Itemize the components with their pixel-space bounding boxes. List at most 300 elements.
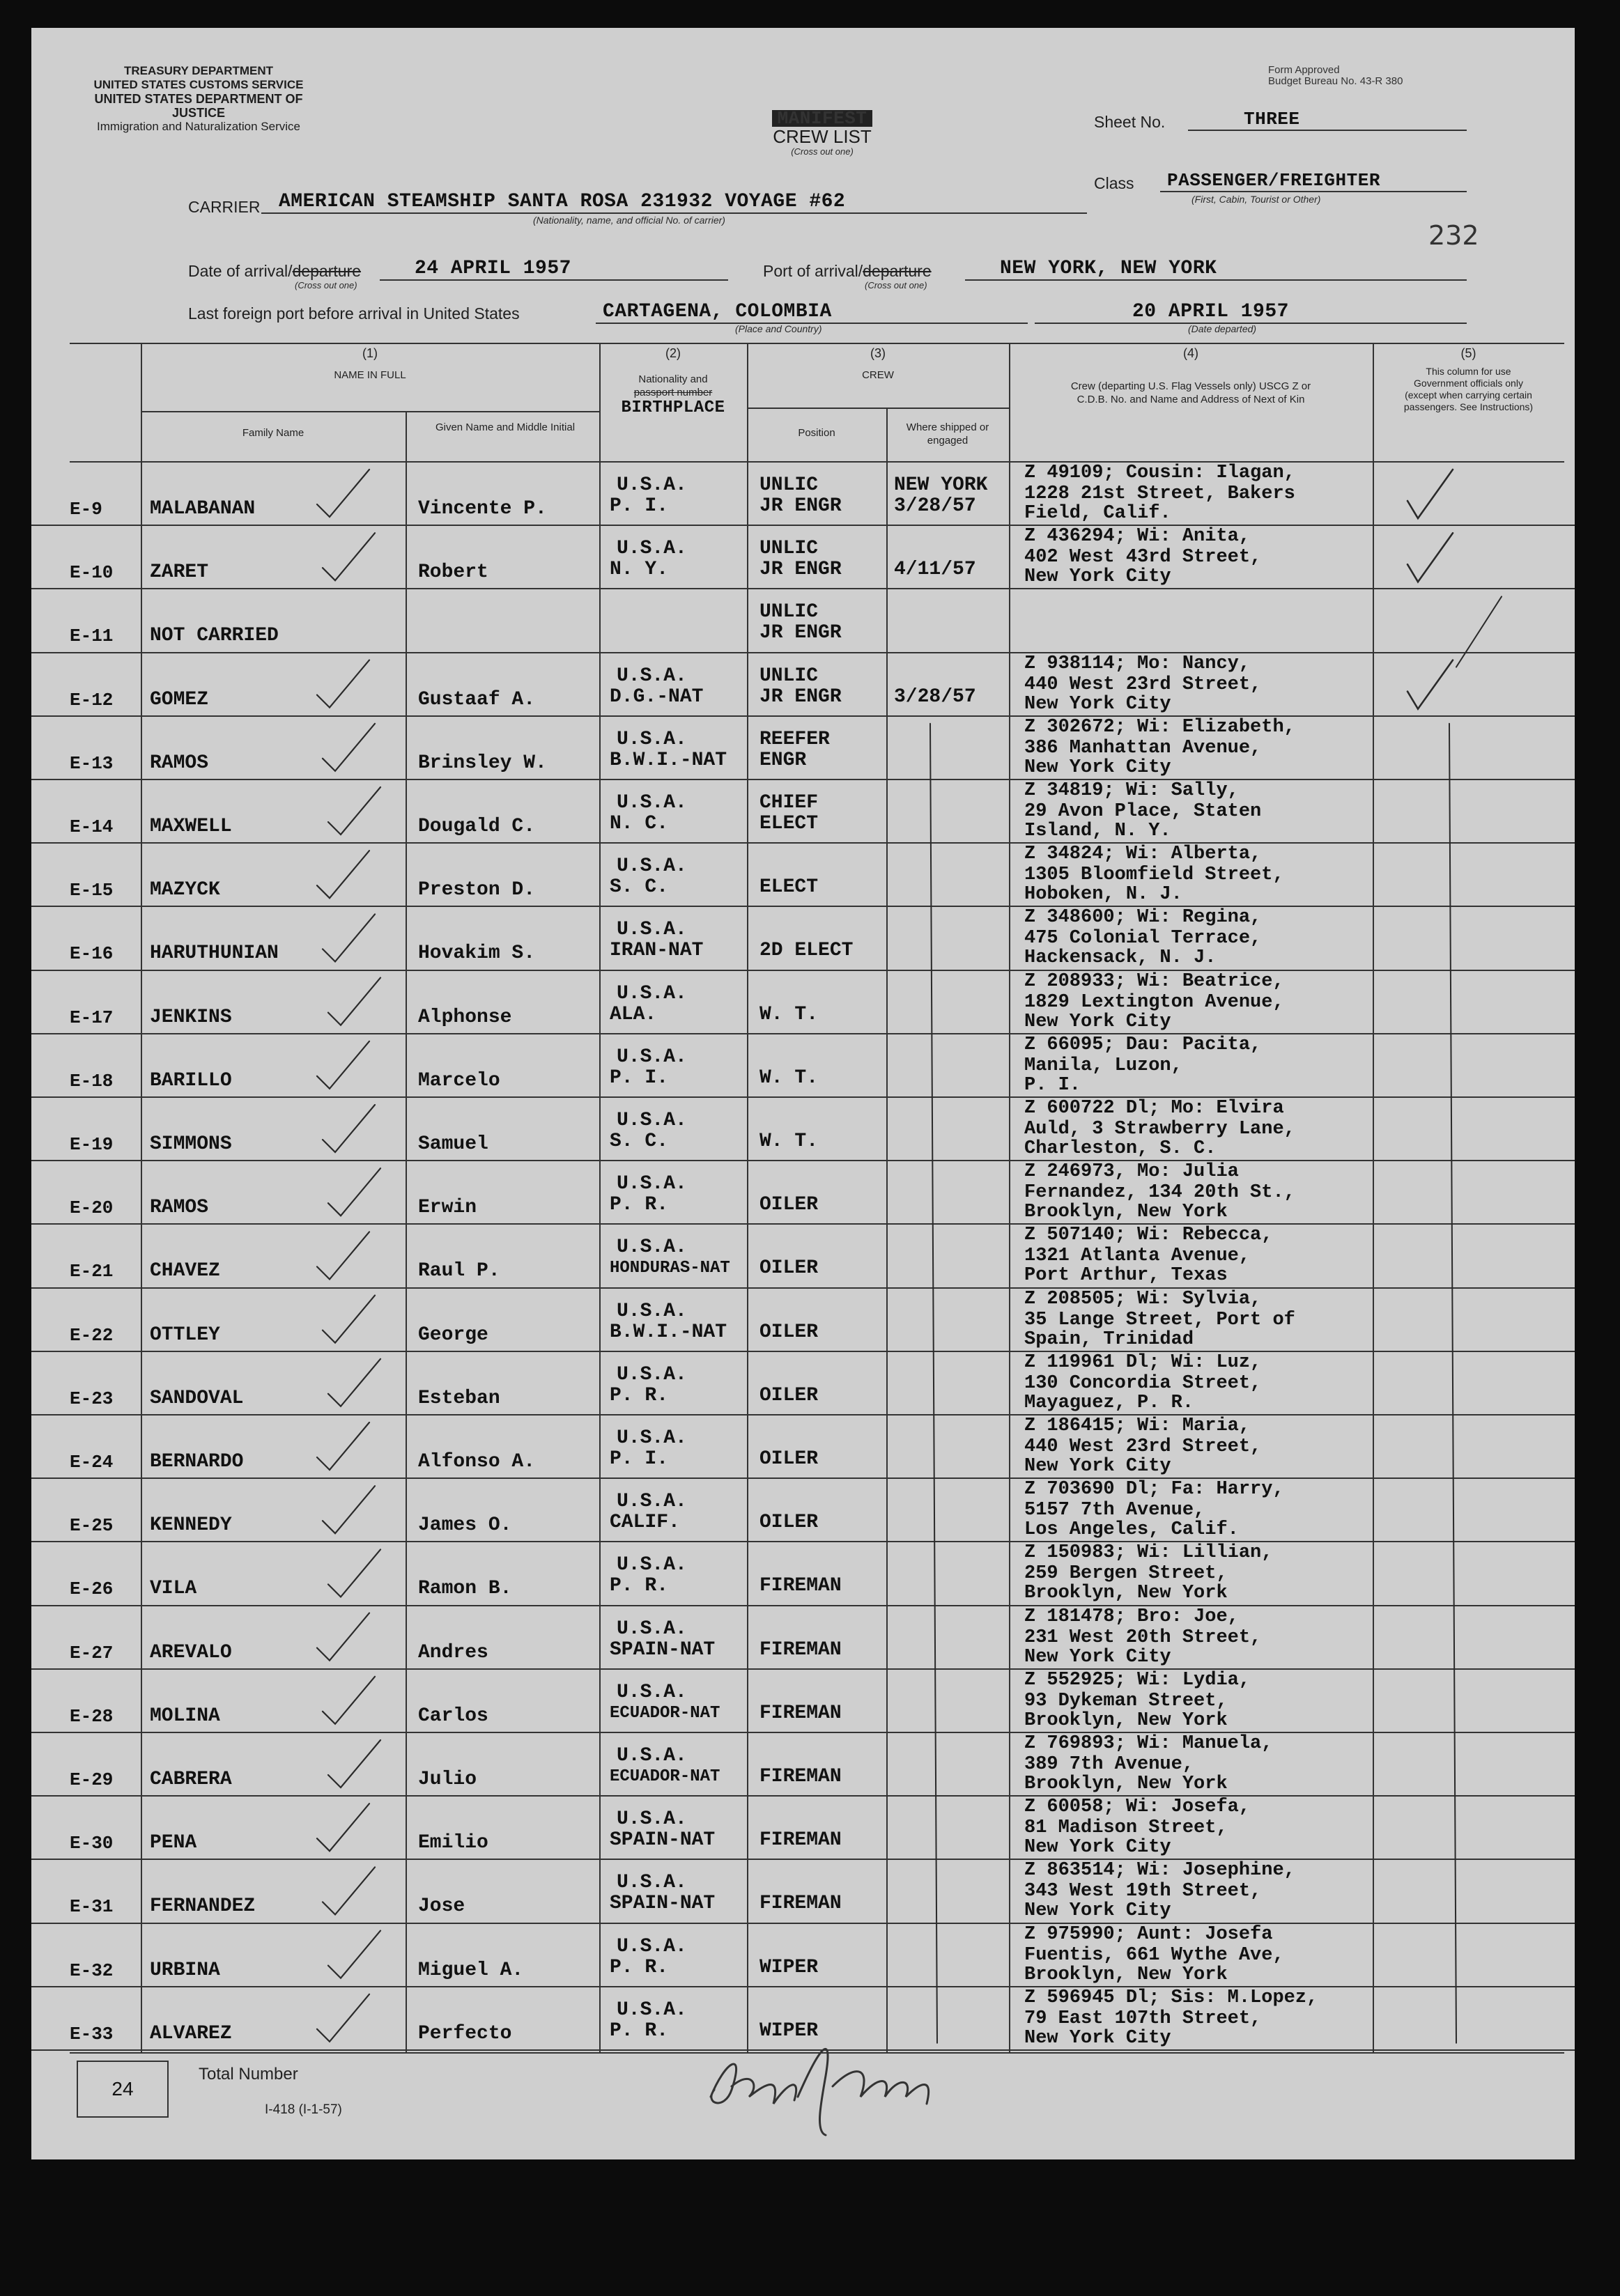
birthplace: N. C. (610, 813, 669, 835)
birthplace: P. I. (610, 495, 669, 517)
nationality: U.S.A. (617, 792, 687, 814)
nationality: U.S.A. (617, 855, 687, 878)
col4-title: Crew (departing U.S. Flag Vessels only) USCG Z or C.D.B. No. and Name and Address of Next of Kin (1070, 380, 1311, 405)
next-of-kin-line-2: Manila, Luzon, (1024, 1055, 1182, 1076)
birthplace: B.W.I.-NAT (610, 1321, 727, 1343)
position-line-2: ELECT (759, 876, 819, 899)
nationality: U.S.A. (617, 1173, 687, 1195)
col2-typed: BIRTHPLACE (621, 398, 725, 417)
birthplace: P. R. (610, 2019, 669, 2042)
carrier-value: AMERICAN STEAMSHIP SANTA ROSA 231932 VOYAGE #62 (261, 191, 1087, 214)
crew-subhead-rule (747, 408, 1010, 409)
next-of-kin-line-1: Z 186415; Wi: Maria, (1024, 1415, 1251, 1436)
family-name: ZARET (150, 561, 209, 584)
row-number: E-21 (70, 1261, 114, 1282)
family-heading: Family Name (242, 427, 304, 439)
next-of-kin-line-3: New York City (1024, 2027, 1171, 2049)
given-name: Preston D. (418, 879, 536, 901)
form-code: I-418 (I-1-57) (265, 2102, 342, 2117)
row-number: E-32 (70, 1960, 114, 1981)
carrier-label: CARRIER (188, 198, 261, 216)
col2-title: Nationality and (638, 373, 708, 385)
row-number: E-15 (70, 880, 114, 901)
date-note: (Cross out one) (295, 280, 357, 290)
title-note: (Cross out one) (791, 146, 854, 157)
next-of-kin-line-3: Brooklyn, New York (1024, 1709, 1228, 1731)
row-number: E-31 (70, 1896, 114, 1918)
given-heading: Given Name and Middle Initial (435, 421, 576, 433)
next-of-kin-line-2: 81 Madison Street, (1024, 1817, 1228, 1839)
next-of-kin-line-1: Z 302672; Wi: Elizabeth, (1024, 716, 1295, 738)
given-name: Ramon B. (418, 1578, 512, 1600)
given-name: Carlos (418, 1705, 488, 1727)
nationality: U.S.A. (617, 1554, 687, 1576)
birthplace: HONDURAS-NAT (610, 1259, 730, 1278)
given-name: Perfecto (418, 2022, 512, 2045)
position-line-2: JR ENGR (759, 559, 842, 581)
position-line-2: FIREMAN (759, 1766, 842, 1787)
next-of-kin-line-1: Z 60058; Wi: Josefa, (1024, 1797, 1251, 1818)
table-row (31, 1797, 1575, 1860)
birthplace: ALA. (610, 1003, 657, 1025)
birthplace: N. Y. (610, 559, 669, 581)
next-of-kin-line-2: 402 West 43rd Street, (1024, 547, 1262, 568)
table-row (31, 907, 1575, 970)
table-row (31, 1924, 1575, 1987)
table-row (31, 1542, 1575, 1606)
row-number: E-23 (70, 1388, 114, 1409)
row-number: E-24 (70, 1452, 114, 1473)
table-row (31, 717, 1575, 780)
family-name: KENNEDY (150, 1514, 232, 1537)
next-of-kin-line-1: Z 150983; Wi: Lillian, (1024, 1542, 1273, 1564)
given-name: George (418, 1324, 488, 1346)
next-of-kin-line-2: Fernandez, 134 20th St., (1024, 1182, 1295, 1204)
nationality: U.S.A. (617, 1363, 687, 1386)
nationality: U.S.A. (617, 1236, 687, 1259)
birthplace: ECUADOR-NAT (610, 1703, 720, 1723)
col2-struck: passport number (633, 387, 713, 398)
next-of-kin-line-3: New York City (1024, 693, 1171, 715)
position-line-2: FIREMAN (759, 1575, 842, 1597)
family-name: GOMEZ (150, 688, 209, 711)
next-of-kin-line-3: Charleston, S. C. (1024, 1138, 1217, 1159)
position-line-1: CHIEF (759, 792, 819, 814)
next-of-kin-line-2: 343 West 19th Street, (1024, 1881, 1262, 1902)
sheet-label: Sheet No. (1094, 113, 1166, 131)
nationality: U.S.A. (617, 665, 687, 687)
row-number: E-9 (70, 499, 102, 520)
position-line-2: OILER (759, 1512, 819, 1534)
position-line-2: ELECT (759, 813, 819, 835)
birthplace: SPAIN-NAT (610, 1893, 716, 1915)
family-name: VILA (150, 1578, 197, 1600)
next-of-kin-line-2: 130 Concordia Street, (1024, 1372, 1262, 1394)
table-row (31, 1670, 1575, 1733)
agency-line-2: UNITED STATES CUSTOMS SERVICE (93, 78, 304, 91)
family-name: MALABANAN (150, 498, 256, 520)
next-of-kin-line-3: Brooklyn, New York (1024, 1583, 1228, 1604)
nationality: U.S.A. (617, 1745, 687, 1767)
next-of-kin-line-2: 1228 21st Street, Bakers (1024, 483, 1295, 504)
next-of-kin-line-1: Z 208505; Wi: Sylvia, (1024, 1288, 1262, 1310)
birthplace: IRAN-NAT (610, 940, 704, 962)
col3-number: (3) (870, 346, 886, 360)
nationality: U.S.A. (617, 1808, 687, 1831)
family-name: MOLINA (150, 1705, 220, 1727)
table-row (31, 1479, 1575, 1542)
family-name: SANDOVAL (150, 1387, 244, 1409)
table-row (31, 1733, 1575, 1797)
given-name: Alfonso A. (418, 1451, 536, 1473)
next-of-kin-line-1: Z 552925; Wi: Lydia, (1024, 1669, 1251, 1691)
agency-line-1: TREASURY DEPARTMENT (123, 64, 274, 77)
birthplace: S. C. (610, 876, 669, 899)
departed-value: 20 APRIL 1957 (1035, 301, 1467, 324)
next-of-kin-line-2: 440 West 23rd Street, (1024, 674, 1262, 695)
position-line-2: W. T. (759, 1003, 819, 1025)
birthplace: S. C. (610, 1131, 669, 1152)
nationality: U.S.A. (617, 1681, 687, 1703)
next-of-kin-line-2: Auld, 3 Strawberry Lane, (1024, 1119, 1295, 1140)
family-name: PENA (150, 1832, 197, 1854)
position-line-2: 2D ELECT (759, 940, 854, 962)
next-of-kin-line-1: Z 119961 Dl; Wi: Luz, (1024, 1351, 1262, 1373)
position-line-2: WIPER (759, 2019, 819, 2042)
given-name: Raul P. (418, 1260, 500, 1282)
next-of-kin-line-3: Field, Calif. (1024, 503, 1171, 524)
family-name: URBINA (150, 1959, 220, 1981)
shipped-date: 4/11/57 (894, 559, 976, 581)
position-line-1: UNLIC (759, 474, 819, 496)
family-name: OTTLEY (150, 1324, 220, 1346)
row-number: E-28 (70, 1705, 114, 1727)
last-port-value: CARTAGENA, COLOMBIA (596, 301, 1028, 324)
birthplace: P. R. (610, 1575, 669, 1597)
next-of-kin-line-1: Z 49109; Cousin: Ilagan, (1024, 463, 1295, 483)
nationality: U.S.A. (617, 728, 687, 750)
row-number: E-11 (70, 626, 114, 647)
position-line-2: OILER (759, 1257, 819, 1280)
date-label-text: Date of arrival/ (188, 262, 293, 280)
table-row (31, 844, 1575, 907)
given-name: Julio (418, 1769, 477, 1790)
birthplace: P. I. (610, 1066, 669, 1089)
birthplace: B.W.I.-NAT (610, 749, 727, 771)
given-name: Hovakim S. (418, 943, 536, 965)
nationality: U.S.A. (617, 1300, 687, 1322)
given-name: Esteban (418, 1387, 500, 1409)
family-name: BERNARDO (150, 1451, 244, 1473)
col1-title: NAME IN FULL (334, 369, 406, 381)
next-of-kin-line-3: Spain, Trinidad (1024, 1328, 1194, 1350)
table-row (31, 1606, 1575, 1670)
position-line-2: W. T. (759, 1131, 819, 1152)
given-name: Alphonse (418, 1006, 512, 1028)
position-line-2: JR ENGR (759, 495, 842, 517)
where-heading: Where shipped or engaged (906, 421, 989, 447)
next-of-kin-line-2: 386 Manhattan Avenue, (1024, 737, 1262, 759)
next-of-kin-line-3: New York City (1024, 757, 1171, 778)
nationality: U.S.A. (617, 1872, 687, 1894)
next-of-kin-line-2: 29 Avon Place, Staten (1024, 801, 1262, 822)
table-row (31, 1034, 1575, 1098)
family-name: MAXWELL (150, 816, 232, 837)
row-number: E-18 (70, 1070, 114, 1092)
nationality: U.S.A. (617, 919, 687, 941)
agency-line-4: Immigration and Naturalization Service (97, 120, 300, 133)
birthplace: P. R. (610, 1194, 669, 1216)
col5-heading (1373, 347, 1564, 413)
col1-number: (1) (362, 346, 378, 360)
row-number: E-27 (70, 1642, 114, 1663)
next-of-kin-line-1: Z 769893; Wi: Manuela, (1024, 1733, 1273, 1754)
manifest-struck: MANIFEST (772, 110, 873, 127)
row-number: E-22 (70, 1324, 114, 1346)
position-line-2: FIREMAN (759, 1893, 842, 1915)
agency-block (73, 64, 324, 134)
next-of-kin-line-2: Fuentis, 661 Wythe Ave, (1024, 1944, 1284, 1966)
nationality: U.S.A. (617, 1618, 687, 1640)
given-name: Dougald C. (418, 816, 536, 837)
name-subhead-rule (141, 411, 601, 412)
given-name: Emilio (418, 1832, 488, 1854)
nationality: U.S.A. (617, 1999, 687, 2021)
birthplace: CALIF. (610, 1512, 680, 1534)
next-of-kin-line-2: 1829 Lextington Avenue, (1024, 991, 1284, 1013)
row-number: E-13 (70, 752, 114, 774)
row-number: E-19 (70, 1134, 114, 1155)
family-name: MAZYCK (150, 879, 220, 901)
col3-heading (747, 347, 1009, 382)
position-line-2: OILER (759, 1321, 819, 1343)
total-number-box: 24 (77, 2061, 169, 2118)
date-label-struck: departure (292, 262, 362, 280)
table-row (31, 1352, 1575, 1415)
next-of-kin-line-2: 475 Colonial Terrace, (1024, 928, 1262, 949)
last-port-label: Last foreign port before arrival in United States (188, 304, 520, 323)
nationality: U.S.A. (617, 474, 687, 496)
next-of-kin-line-3: New York City (1024, 566, 1171, 588)
row-number: E-12 (70, 689, 114, 711)
next-of-kin-line-2: 35 Lange Street, Port of (1024, 1309, 1295, 1331)
table-row (31, 1161, 1575, 1225)
table-row (31, 780, 1575, 844)
given-name: Robert (418, 561, 488, 584)
total-number-label: Total Number (199, 2065, 298, 2084)
row-number: E-17 (70, 1007, 114, 1028)
next-of-kin-line-3: P. I. (1024, 1074, 1081, 1096)
family-name: SIMMONS (150, 1133, 232, 1155)
given-name: Erwin (418, 1197, 477, 1219)
position-line-2: FIREMAN (759, 1829, 842, 1852)
family-name: HARUTHUNIAN (150, 943, 279, 965)
position-line-2: W. T. (759, 1066, 819, 1089)
next-of-kin-line-1: Z 938114; Mo: Nancy, (1024, 653, 1251, 674)
given-name: Gustaaf A. (418, 688, 536, 711)
shipped-date: 3/28/57 (894, 685, 976, 708)
col2-number: (2) (665, 346, 681, 360)
next-of-kin-line-1: Z 181478; Bro: Joe, (1024, 1606, 1239, 1627)
next-of-kin-line-3: Brooklyn, New York (1024, 1202, 1228, 1223)
next-of-kin-line-2: 93 Dykeman Street, (1024, 1690, 1228, 1712)
form-approved-line-2: Budget Bureau No. 43-R 380 (1268, 75, 1403, 87)
family-name: RAMOS (150, 752, 209, 774)
family-name: RAMOS (150, 1197, 209, 1219)
position-line-2: FIREMAN (759, 1638, 842, 1661)
next-of-kin-line-2: 440 West 23rd Street, (1024, 1436, 1262, 1457)
position-line-2: WIPER (759, 1956, 819, 1978)
sheet-value: THREE (1188, 109, 1467, 131)
family-name: ALVAREZ (150, 2022, 232, 2045)
position-line-1: UNLIC (759, 665, 819, 687)
next-of-kin-line-1: Z 596945 Dl; Sis: M.Lopez, (1024, 1987, 1318, 2008)
form-approved-line-1: Form Approved (1268, 64, 1340, 76)
next-of-kin-line-3: Mayaguez, P. R. (1024, 1392, 1194, 1413)
nationality: U.S.A. (617, 1491, 687, 1513)
row-number: E-14 (70, 816, 114, 837)
port-value: NEW YORK, NEW YORK (965, 258, 1467, 281)
next-of-kin-line-2: 389 7th Avenue, (1024, 1754, 1194, 1775)
position-line-1: REEFER (759, 728, 830, 750)
date-value: 24 APRIL 1957 (380, 258, 728, 281)
port-label (763, 262, 932, 281)
position-line-2: JR ENGR (759, 685, 842, 708)
family-name: CHAVEZ (150, 1260, 220, 1282)
position-line-2: FIREMAN (759, 1702, 842, 1724)
birthplace: D.G.-NAT (610, 685, 704, 708)
next-of-kin-line-1: Z 507140; Wi: Rebecca, (1024, 1225, 1273, 1246)
col4-number: (4) (1183, 346, 1198, 360)
table-row (31, 1098, 1575, 1161)
given-name: Brinsley W. (418, 752, 547, 774)
port-note: (Cross out one) (865, 280, 927, 290)
next-of-kin-line-3: Hoboken, N. J. (1024, 884, 1182, 906)
table-row (31, 1415, 1575, 1479)
next-of-kin-line-1: Z 436294; Wi: Anita, (1024, 526, 1251, 548)
form-approved (1268, 65, 1403, 87)
table-row (31, 1225, 1575, 1288)
next-of-kin-line-3: Port Arthur, Texas (1024, 1265, 1228, 1287)
given-name: Samuel (418, 1133, 488, 1155)
page-number: 232 (1428, 220, 1479, 251)
position-line-1: UNLIC (759, 601, 819, 623)
table-row (31, 526, 1575, 589)
carrier-note: (Nationality, name, and official No. of carrier) (533, 215, 725, 226)
next-of-kin-line-1: Z 348600; Wi: Regina, (1024, 907, 1262, 929)
birthplace: SPAIN-NAT (610, 1829, 716, 1852)
next-of-kin-line-2: 5157 7th Avenue, (1024, 1500, 1205, 1521)
col5-number: (5) (1460, 346, 1476, 360)
title-block (700, 110, 944, 157)
nationality: U.S.A. (617, 1046, 687, 1068)
family-name: BARILLO (150, 1069, 232, 1092)
next-of-kin-line-1: Z 246973, Mo: Julia (1024, 1161, 1239, 1183)
nationality: U.S.A. (617, 1427, 687, 1449)
next-of-kin-line-3: Brooklyn, New York (1024, 1774, 1228, 1794)
port-label-struck: departure (863, 262, 932, 280)
birthplace: P. R. (610, 1384, 669, 1406)
table-top-rule (70, 343, 1564, 344)
table-row (31, 1860, 1575, 1923)
family-name: AREVALO (150, 1641, 232, 1663)
signature (683, 2020, 962, 2139)
table-row (31, 463, 1575, 526)
next-of-kin-line-1: Z 34824; Wi: Alberta, (1024, 844, 1262, 865)
class-label: Class (1094, 174, 1134, 192)
date-label (188, 262, 361, 281)
position-line-2: JR ENGR (759, 622, 842, 644)
next-of-kin-line-1: Z 975990; Aunt: Josefa (1024, 1923, 1273, 1945)
position-line-1: UNLIC (759, 538, 819, 560)
row-number: E-25 (70, 1515, 114, 1537)
given-name: Miguel A. (418, 1959, 524, 1981)
given-name: Andres (418, 1641, 488, 1663)
row-number: E-26 (70, 1578, 114, 1600)
class-value: PASSENGER/FREIGHTER (1160, 170, 1467, 192)
given-name: James O. (418, 1514, 512, 1537)
table-row (31, 589, 1575, 653)
row-number: E-20 (70, 1197, 114, 1219)
class-note: (First, Cabin, Tourist or Other) (1191, 194, 1321, 205)
family-name: FERNANDEZ (150, 1895, 256, 1918)
last-port-note: (Place and Country) (735, 323, 822, 334)
table-row (31, 1289, 1575, 1352)
birthplace: ECUADOR-NAT (610, 1767, 720, 1786)
next-of-kin-line-2: 79 East 107th Street, (1024, 2008, 1262, 2029)
nationality: U.S.A. (617, 1110, 687, 1131)
next-of-kin-line-1: Z 600722 Dl; Mo: Elvira (1024, 1098, 1284, 1119)
table-row (31, 653, 1575, 717)
given-name: Jose (418, 1895, 465, 1918)
agency-line-3: UNITED STATES DEPARTMENT OF JUSTICE (94, 92, 303, 120)
nationality: U.S.A. (617, 982, 687, 1004)
birthplace: P. R. (610, 1956, 669, 1978)
next-of-kin-line-1: Z 66095; Dau: Pacita, (1024, 1034, 1262, 1055)
crew-list-title: CREW LIST (773, 126, 872, 147)
next-of-kin-line-2: 1305 Bloomfield Street, (1024, 864, 1284, 886)
position-line-2: OILER (759, 1448, 819, 1470)
nationality: U.S.A. (617, 1935, 687, 1957)
birthplace: SPAIN-NAT (610, 1638, 716, 1661)
position-line-2: OILER (759, 1384, 819, 1406)
row-number: E-33 (70, 2023, 114, 2045)
row-number: E-29 (70, 1769, 114, 1790)
next-of-kin-line-2: 231 West 20th Street, (1024, 1627, 1262, 1648)
row-number: E-30 (70, 1833, 114, 1854)
shipped-date: 3/28/57 (894, 495, 976, 517)
position-line-2: ENGR (759, 749, 807, 771)
row-number: E-16 (70, 943, 114, 965)
next-of-kin-line-3: New York City (1024, 1837, 1171, 1859)
col5-title: This column for use Government officials only (except when carrying certain passengers. See Instructions) (1403, 366, 1534, 412)
given-name: Vincente P. (418, 498, 547, 520)
row-number: E-10 (70, 562, 114, 584)
next-of-kin-line-3: Brooklyn, New York (1024, 1964, 1228, 1985)
next-of-kin-line-3: Los Angeles, Calif. (1024, 1519, 1239, 1541)
crew-list-document (31, 28, 1575, 2159)
family-name: JENKINS (150, 1006, 232, 1028)
next-of-kin-line-2: 259 Bergen Street, (1024, 1563, 1228, 1585)
next-of-kin-line-3: New York City (1024, 1011, 1171, 1032)
col4-heading (1009, 347, 1373, 406)
next-of-kin-line-3: New York City (1024, 1900, 1171, 1922)
next-of-kin-line-3: Hackensack, N. J. (1024, 947, 1217, 969)
col3-title: CREW (862, 369, 894, 381)
next-of-kin-line-3: Island, N. Y. (1024, 821, 1171, 841)
position-line-2: OILER (759, 1194, 819, 1216)
family-name: CABRERA (150, 1769, 232, 1790)
